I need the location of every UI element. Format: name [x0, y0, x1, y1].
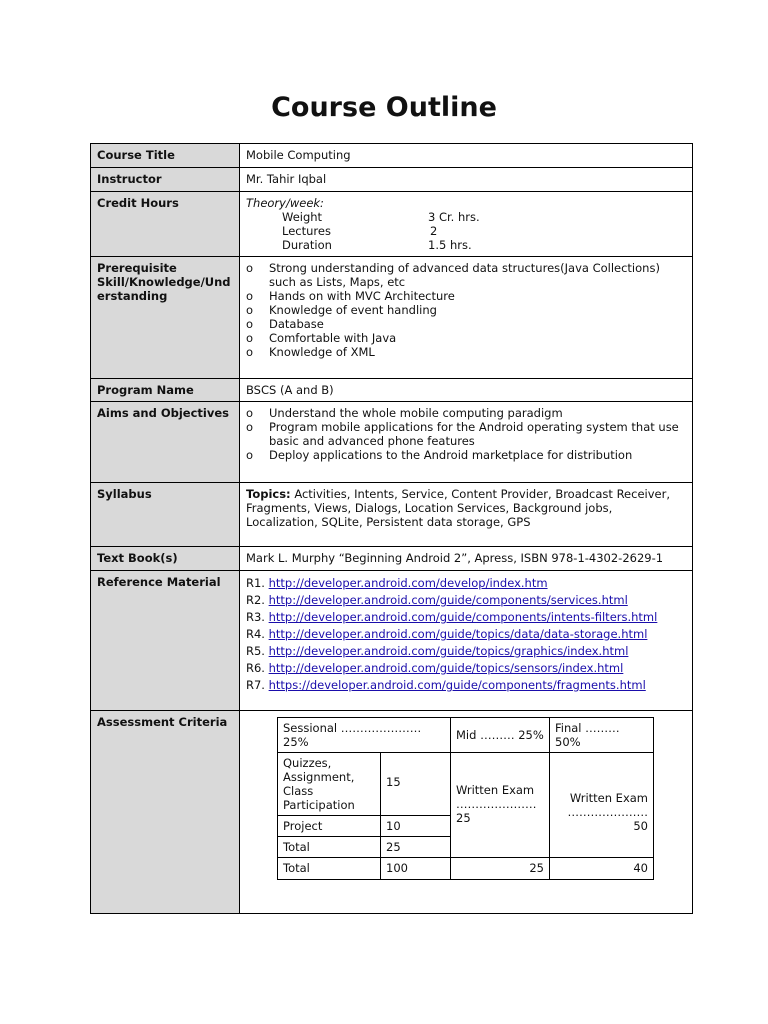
list-item: o Knowledge of event handling [246, 303, 686, 317]
row-instructor [91, 168, 693, 192]
sessional-header: Sessional ………………… 25% [278, 718, 451, 753]
reference-link[interactable]: http://developer.android.com/guide/topics/data/data-storage.html [268, 627, 648, 641]
assessment-header-row [278, 718, 654, 753]
reference-item [246, 643, 686, 660]
value-aims [240, 402, 693, 483]
page-title: Course Outline [271, 92, 497, 123]
total-label: Total [278, 858, 381, 880]
assessment-table [277, 717, 654, 880]
value-course-title: Mobile Computing [240, 144, 693, 168]
credit-hours-key: Lectures [282, 224, 331, 238]
row-syllabus [91, 483, 693, 547]
reference-link[interactable]: https://developer.android.com/guide/components/fragments.html [268, 678, 646, 692]
assessment-quizzes-row [278, 753, 654, 816]
label-instructor: Instructor [91, 168, 240, 192]
label-text-book: Text Book(s) [91, 547, 240, 571]
total-mid: 25 [451, 858, 550, 880]
reference-link[interactable]: http://developer.android.com/guide/topics/sensors/index.html [268, 661, 624, 675]
credit-hours-value: 2 [430, 224, 438, 238]
reference-prefix: R4. [246, 627, 265, 641]
value-credit-hours [240, 192, 693, 257]
list-item: o Comfortable with Java [246, 331, 686, 345]
row-course-title [91, 144, 693, 168]
reference-link[interactable]: http://developer.android.com/guide/components/intents-filters.html [268, 610, 658, 624]
row-credit-hours [91, 192, 693, 257]
reference-link[interactable]: http://developer.android.com/develop/index.htm [268, 576, 548, 590]
row-aims [91, 402, 693, 483]
total-final: 40 [550, 858, 654, 880]
value-assessment [240, 711, 693, 914]
value-program-name: BSCS (A and B) [240, 379, 693, 402]
value-reference [240, 571, 693, 711]
credit-hours-duration [246, 238, 686, 252]
credit-hours-key: Weight [282, 210, 323, 224]
credit-hours-lectures [246, 224, 686, 238]
reference-item [246, 575, 686, 592]
value-text-book: Mark L. Murphy “Beginning Android 2”, Apress, ISBN 978-1-4302-2629-1 [240, 547, 693, 571]
assessment-total-row [278, 858, 654, 880]
reference-prefix: R6. [246, 661, 265, 675]
course-outline-table [90, 143, 693, 914]
reference-item [246, 592, 686, 609]
mid-header: Mid ……… 25% [451, 718, 550, 753]
value-prerequisite [240, 257, 693, 379]
credit-hours-key: Duration [282, 238, 332, 252]
label-aims: Aims and Objectives [91, 402, 240, 483]
reference-item [246, 609, 686, 626]
list-item: o Database [246, 317, 686, 331]
reference-link[interactable]: http://developer.android.com/guide/components/services.html [268, 593, 628, 607]
reference-prefix: R7. [246, 678, 265, 692]
reference-item [246, 660, 686, 677]
row-program-name [91, 379, 693, 402]
reference-prefix: R1. [246, 576, 265, 590]
reference-prefix: R3. [246, 610, 265, 624]
list-item: o Hands on with MVC Architecture [246, 289, 686, 303]
reference-item [246, 626, 686, 643]
subtotal-label: Total [278, 837, 381, 858]
final-written-exam: Written Exam …………………50 [550, 753, 654, 858]
row-text-book [91, 547, 693, 571]
credit-hours-value: 3 Cr. hrs. [428, 210, 480, 224]
list-item: o Strong understanding of advanced data structures(Java Collections) such as Lists, Maps, etc [246, 261, 686, 289]
row-reference [91, 571, 693, 711]
reference-prefix: R5. [246, 644, 265, 658]
label-prerequisite: Prerequisite Skill/Knowledge/Und erstanding [91, 257, 240, 379]
credit-hours-intro: Theory/week: [246, 196, 324, 210]
aims-list [246, 406, 686, 462]
project-value: 10 [381, 816, 451, 837]
project-label: Project [278, 816, 381, 837]
credit-hours-weight [246, 210, 686, 224]
mid-written-exam: Written Exam ………………… 25 [451, 753, 550, 858]
reference-item [246, 677, 686, 694]
label-syllabus: Syllabus [91, 483, 240, 547]
quizzes-value: 15 [381, 753, 451, 816]
row-prerequisite [91, 257, 693, 379]
list-item: o Program mobile applications for the Android operating system that use basic and advanced phone features [246, 420, 686, 448]
reference-prefix: R2. [246, 593, 265, 607]
credit-hours-value: 1.5 hrs. [428, 238, 472, 252]
reference-link[interactable]: http://developer.android.com/guide/topics/graphics/index.html [268, 644, 629, 658]
list-item: o Understand the whole mobile computing paradigm [246, 406, 686, 420]
subtotal-value: 25 [381, 837, 451, 858]
list-item: o Knowledge of XML [246, 345, 686, 359]
value-instructor: Mr. Tahir Iqbal [240, 168, 693, 192]
row-assessment [91, 711, 693, 914]
final-header: Final ……… 50% [550, 718, 654, 753]
quizzes-label: Quizzes, Assignment, Class Participation [278, 753, 381, 816]
label-program-name: Program Name [91, 379, 240, 402]
syllabus-topics-label: Topics: [246, 487, 291, 501]
label-credit-hours: Credit Hours [91, 192, 240, 257]
label-reference: Reference Material [91, 571, 240, 711]
total-sessional: 100 [381, 858, 451, 880]
list-item: o Deploy applications to the Android marketplace for distribution [246, 448, 686, 462]
syllabus-topics: Activities, Intents, Service, Content Provider, Broadcast Receiver, Fragments, Views, Dialogs, Location Services, Background jobs, Localization, SQLite, Persistent data storage, GPS [246, 487, 670, 529]
label-assessment: Assessment Criteria [91, 711, 240, 914]
value-syllabus [240, 483, 693, 547]
prerequisite-list [246, 261, 686, 359]
label-course-title: Course Title [91, 144, 240, 168]
